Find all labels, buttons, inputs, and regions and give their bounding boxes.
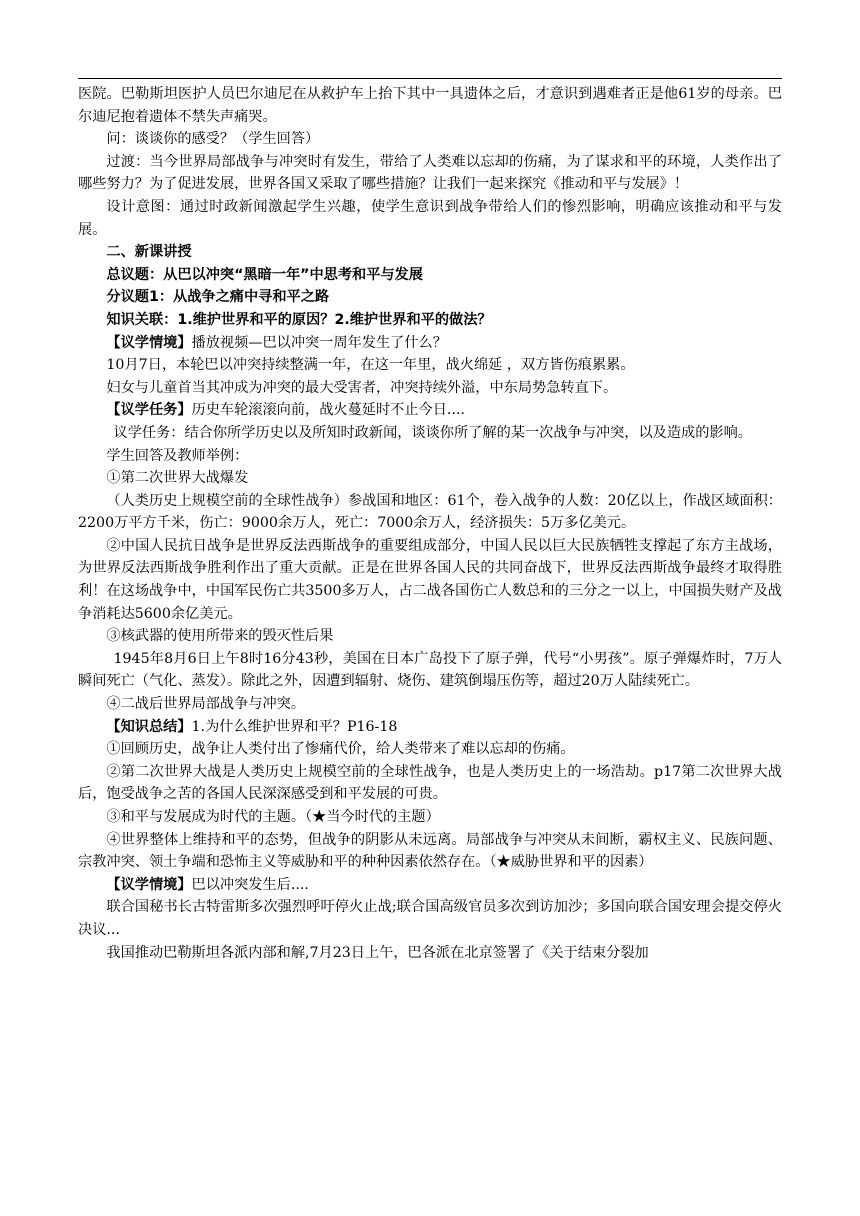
paragraph: 议学任务：结合你所学历史以及所知时政新闻，谈谈你所了解的某一次战争与冲突，以及造成的影响。 xyxy=(113,424,752,441)
paragraph: ②第二次世界大战是人类历史上规模空前的全球性战争，也是人类历史上的一场浩劫。p17第二次世界大战后，饱受战争之苦的各国人民深深感受到和平发展的可贵。 xyxy=(78,763,782,803)
paragraph xyxy=(78,332,782,355)
paragraph: ③核武器的使用所带来的毁灭性后果 xyxy=(106,628,334,645)
paragraph: ③和平与发展成为时代的主题。（★当今时代的主题） xyxy=(106,809,440,825)
paragraph: 妇女与儿童首当其冲成为冲突的最大受害者，冲突持续外溢，中东局势急转直下。 xyxy=(106,379,618,396)
paragraph: 设计意图：通过时政新闻激起学生兴趣，使学生意识到战争带给人们的惨烈影响，明确应该推动和平与发展。 xyxy=(78,198,782,238)
sub-topic: 分议题1：从战争之痛中寻和平之路 xyxy=(106,289,330,306)
section-tag: 【议学任务】 xyxy=(106,402,192,419)
paragraph: 学生回答及教师举例： xyxy=(106,447,249,464)
knowledge-link: 知识关联：1.维护世界和平的原因？2.维护世界和平的做法？ xyxy=(106,311,492,328)
main-topic: 总议题：从巴以冲突“黑暗一年”中思考和平与发展 xyxy=(106,266,423,283)
paragraph: ①第二次世界大战爆发 xyxy=(106,470,249,487)
paragraph: ②中国人民抗日战争是世界反法西斯战争的重要组成部分，中国人民以巨大民族牺牲支撑起了东方主战场，为世界反法西斯战争胜利作出了重大贡献。正是在世界各国人民的共同奋战下，世界反法西斯战争最终才取得胜利！在这场战争中，中国军民伤亡共3500多万人，占二战各国伤亡人数总和的三分之一以上，中国损失财产及战争消耗达5600余亿美元。 xyxy=(78,537,782,622)
paragraph: 我国推动巴勒斯坦各派内部和解,7月23日上午，巴各派在北京签署了《关于结束分裂加 xyxy=(106,944,649,961)
paragraph: 联合国秘书长古特雷斯多次强烈呼吁停火止战;联合国高级官员多次到访加沙；多国向联合国安理会提交停火决议... xyxy=(78,899,782,938)
paragraph: ④二战后世界局部战争与冲突。 xyxy=(106,696,306,713)
paragraph: 医院。巴勒斯坦医护人员巴尔迪尼在从救护车上抬下其中一具遗体之后，才意识到遇难者正是他61岁的母亲。巴尔迪尼抱着遗体不禁失声痛哭。 xyxy=(78,86,782,125)
paragraph xyxy=(78,399,782,422)
paragraph: 10月7日，本轮巴以冲突持续整满一年，在这一年里，战火绵延 ，双方皆伤痕累累。 xyxy=(106,357,635,374)
paragraph: （人类历史上规模空前的全球性战争）参战国和地区：61个，卷入战争的人数：20亿以上，作战区域面积：2200万平方千米，伤亡：9000余万人，死亡：7000余万人，经济损失：5万多亿美元。 xyxy=(78,492,782,532)
section-tag: 【议学情境】 xyxy=(106,334,192,351)
paragraph xyxy=(78,716,782,739)
section-tag: 【知识总结】 xyxy=(106,718,192,735)
paragraph-text: 播放视频—巴以冲突一周年发生了什么？ xyxy=(191,334,447,351)
paragraph-text: 巴以冲突发生后.... xyxy=(191,876,309,893)
paragraph: 问：谈谈你的感受？（学生回答） xyxy=(106,131,320,148)
paragraph: 1945年8月6日上午8时16分43秒，美国在日本广岛投下了原子弹，代号“小男孩”。原子弹爆炸时，7万人瞬间死亡（气化、蒸发）。除此之外，因遭到辐射、烧伤、建筑倒塌压伤等，超过20万人陆续死亡。 xyxy=(78,650,782,690)
paragraph-text: 1.为什么维护世界和平？P16-18 xyxy=(191,718,398,735)
document-body xyxy=(78,83,782,964)
section-heading: 二、新课讲授 xyxy=(106,244,192,261)
paragraph: ①回顾历史，战争让人类付出了惨痛代价，给人类带来了难以忘却的伤痛。 xyxy=(106,741,575,758)
paragraph xyxy=(78,874,782,897)
paragraph: ④世界整体上维持和平的态势，但战争的阴影从未远离。局部战争与冲突从未间断，霸权主义、民族问题、宗教冲突、领土争端和恐怖主义等威胁和平的种种因素依然存在。（★威胁世界和平的因素） xyxy=(78,831,782,871)
paragraph-text: 历史车轮滚滚向前，战火蔓延时不止今日.... xyxy=(191,402,465,419)
section-tag: 【议学情境】 xyxy=(106,876,192,893)
header-rule xyxy=(78,78,782,79)
paragraph: 过渡：当今世界局部战争与冲突时有发生，带给了人类难以忘却的伤痛，为了谋求和平的环境，人类作出了哪些努力？为了促进发展，世界各国又采取了哪些措施？让我们一起来探究《推动和平与发展》！ xyxy=(78,153,782,193)
